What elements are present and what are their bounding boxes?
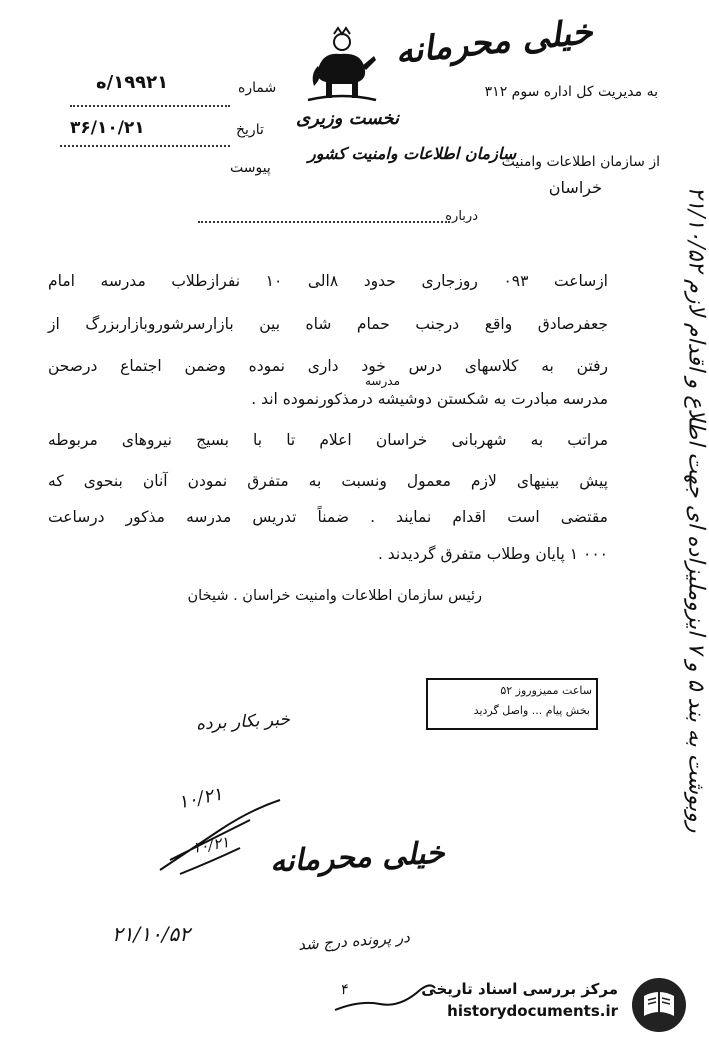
archive-logo-icon (630, 976, 688, 1034)
body-line-6: پیش بینیهای لازم معمول ونسبت به متفرق نمودن آنان بنحوی که (48, 472, 608, 490)
receipt-stamp (426, 678, 598, 730)
subject-label: درباره (445, 209, 478, 224)
watermark-text: مرکز بررسی اسناد تاریخی (421, 980, 618, 998)
subject-dotted-line (198, 221, 450, 223)
number-label: شماره (238, 80, 277, 96)
classification-handwritten: خیلی محرمانه (393, 11, 595, 73)
handwritten-date: ۱۰/۲۱ (176, 783, 225, 814)
body-line-3: رفتن به کلاسهای درس خود داری نموده وضمن اجتماع درصحن (48, 357, 608, 375)
handwritten-date: ۱۰/۲۱ (190, 832, 231, 858)
stamp-line-1: ساعت ممیزوروز ۵۲ (500, 684, 592, 697)
attachment-label: پیوست (230, 160, 271, 176)
body-line-4: مدرسه مبادرت به شکستن دوشیشه درمذکورنموده اند . (251, 390, 608, 408)
body-line-5: مراتب به شهربانی خراسان اعلام تا با بسیج نیروهای مربوطه (48, 431, 608, 449)
stamp-line-2: بخش پیام ... واصل گردید (473, 704, 590, 717)
handwritten-signature-icon (150, 790, 290, 880)
date-label: تاریخ (236, 122, 264, 138)
body-line-2: جعفرصادق واقع درجنب حمام شاه بین بازارسرشوروبازاربزرگ از (48, 315, 608, 333)
handwritten-number: ۴ (338, 981, 349, 999)
handwritten-date: ۲۱/۱۰/۵۲ (112, 922, 190, 946)
organization-title: سازمان اطلاعات وامنیت کشور (308, 144, 517, 163)
sender-province: خراسان (548, 178, 602, 197)
handwritten-note: خبر بکار برده (195, 709, 291, 735)
body-line-1: ازساعت ۰۹۳ روزجاری حدود ۸الی ۱۰ نفرازطلاب مدرسه امام (48, 272, 608, 290)
recipient-line: به مدیریت کل اداره سوم ۳۱۲ (484, 84, 658, 100)
handwritten-note: در پرونده درج شد (297, 928, 411, 954)
sender-signature: رئیس سازمان اطلاعات وامنیت خراسان . شیخان (187, 588, 482, 604)
letter-date: ۳۶/۱۰/۲۱ (70, 118, 145, 138)
date-dotted-line (60, 145, 230, 147)
watermark-url: historydocuments.ir (447, 1002, 618, 1020)
lion-and-sun-emblem-icon (304, 26, 380, 106)
ministry-title: نخست وزیری (296, 108, 400, 129)
sender-line: از سازمان اطلاعات وامنیت (501, 154, 660, 170)
margin-handwritten-note: روبوشت به بند ۵ و ۷ ایزوملیزاده ای جهت اطلاع و اقدام لازم ۲۱/۱۰/۵۲ (683, 186, 709, 833)
body-line-7: مقتضی است اقدام نمایند . ضمناً تدریس مدرسه مذکور درساعت (48, 508, 608, 526)
body-line-8: ۰۰۰ ۱ پایان وطلاب متفرق گردیدند . (377, 545, 608, 563)
number-dotted-line (70, 105, 230, 107)
body-inserted-word: مدرسه (364, 374, 400, 388)
letter-number: ۱۹۹۲۱/ه (96, 72, 169, 93)
handwritten-classification: خیلی محرمانه (269, 835, 446, 880)
